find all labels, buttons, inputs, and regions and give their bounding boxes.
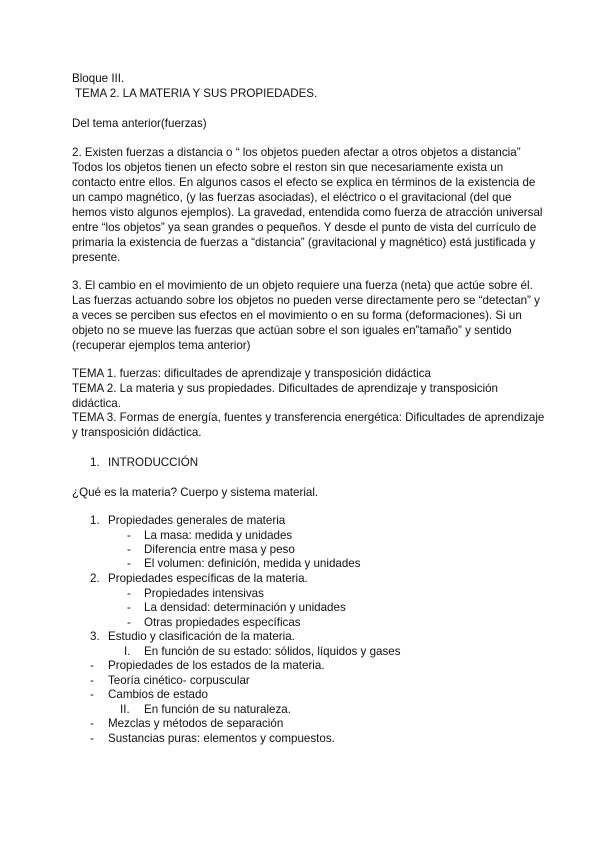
document-title: TEMA 2. LA MATERIA Y SUS PROPIEDADES. (75, 87, 318, 100)
bullet-dash: - (127, 601, 131, 614)
outline-item: Estudio y clasificación de la materia. (108, 630, 295, 643)
topic-line: y transposición didáctica. (72, 426, 202, 439)
outline-subitem: Diferencia entre masa y peso (144, 543, 295, 556)
section-number: 1. (90, 456, 100, 469)
paragraph-line: 2. Existen fuerzas a distancia o “ los objetos pueden afectar a otros objetos a distancia” (72, 146, 521, 159)
outline-subitem: Otras propiedades específicas (144, 616, 301, 629)
roman-numeral: I. (124, 645, 131, 658)
outline-number: 1. (90, 514, 100, 527)
question-line: ¿Qué es la materia? Cuerpo y sistema material. (72, 486, 319, 499)
topic-line: TEMA 3. Formas de energía, fuentes y transferencia energética: Dificultades de aprendizaje (72, 411, 545, 424)
outline-item: Propiedades generales de materia (108, 514, 286, 527)
bullet-dash: - (90, 659, 94, 672)
outline-subitem: Cambios de estado (108, 688, 208, 701)
paragraph-line: primaria la existencia de fuerzas a “distancia” (gravitacional y magnético) está justificada y (72, 236, 536, 249)
paragraph-line: presente. (72, 251, 121, 264)
outline-subitem: Teoría cinético- corpuscular (108, 674, 250, 687)
outline-number: 3. (90, 630, 100, 643)
bullet-dash: - (127, 616, 131, 629)
outline-subitem: La masa: medida y unidades (144, 529, 293, 542)
bullet-dash: - (127, 529, 131, 542)
bullet-dash: - (90, 688, 94, 701)
outline-subitem: La densidad: determinación y unidades (144, 601, 346, 614)
paragraph-line: (recuperar ejemplos tema anterior) (72, 339, 251, 352)
paragraph-line: Las fuerzas actuando sobre los objetos no pueden verse directamente pero se “detectan” y (72, 294, 540, 307)
outline-subitem: En función de su estado: sólidos, líquidos y gases (144, 645, 401, 658)
outline-number: 2. (90, 572, 100, 585)
previous-topic-label: Del tema anterior(fuerzas) (72, 117, 207, 130)
bullet-dash: - (127, 587, 131, 600)
block-label: Bloque III. (72, 72, 125, 85)
paragraph-line: entre “los objetos” ya sean grandes o pequeños. Y desde el punto de vista del currículo de (72, 221, 537, 234)
paragraph-line: a veces se perciben sus efectos en el movimiento o en su forma (deformaciones). Si un (72, 309, 522, 322)
bullet-dash: - (127, 543, 131, 556)
topic-line: TEMA 1. fuerzas: dificultades de aprendizaje y transposición didáctica (72, 367, 431, 380)
outline-item: Propiedades específicas de la materia. (108, 572, 308, 585)
section-heading: INTRODUCCIÓN (108, 456, 199, 469)
outline-subitem: En función de su naturaleza. (144, 703, 291, 716)
paragraph-line: 3. El cambio en el movimiento de un objeto requiere una fuerza (neta) que actúe sobre él. (72, 279, 533, 292)
outline-subitem: El volumen: definición, medida y unidades (144, 557, 361, 570)
paragraph-line: Todos los objetos tienen un efecto sobre el reston sin que necesariamente exista un (72, 161, 504, 174)
outline-subitem: Mezclas y métodos de separación (108, 717, 284, 730)
outline-subitem: Propiedades intensivas (144, 587, 264, 600)
paragraph-line: contacto entre ellos. En algunos casos el efecto se explica en términos de la existencia de (72, 176, 536, 189)
bullet-dash: - (90, 674, 94, 687)
bullet-dash: - (127, 557, 131, 570)
paragraph-line: hemos visto algunos ejemplos). La gravedad, entendida como fuerza de atracción universal (72, 206, 543, 219)
paragraph-line: un campo magnético, (y las fuerzas asociadas), el eléctrico o el gravitacional (del que (72, 191, 512, 204)
outline-subitem: Sustancias puras: elementos y compuestos. (108, 732, 335, 745)
bullet-dash: - (90, 732, 94, 745)
bullet-dash: - (90, 717, 94, 730)
topic-line: didáctica. (72, 397, 121, 410)
outline-subitem: Propiedades de los estados de la materia. (108, 659, 325, 672)
roman-numeral: II. (120, 703, 130, 716)
topic-line: TEMA 2. La materia y sus propiedades. Dificultades de aprendizaje y transposición (72, 382, 498, 395)
paragraph-line: objeto no se mueve las fuerzas que actúan sobre el son iguales en”tamaño” y sentido (72, 324, 512, 337)
